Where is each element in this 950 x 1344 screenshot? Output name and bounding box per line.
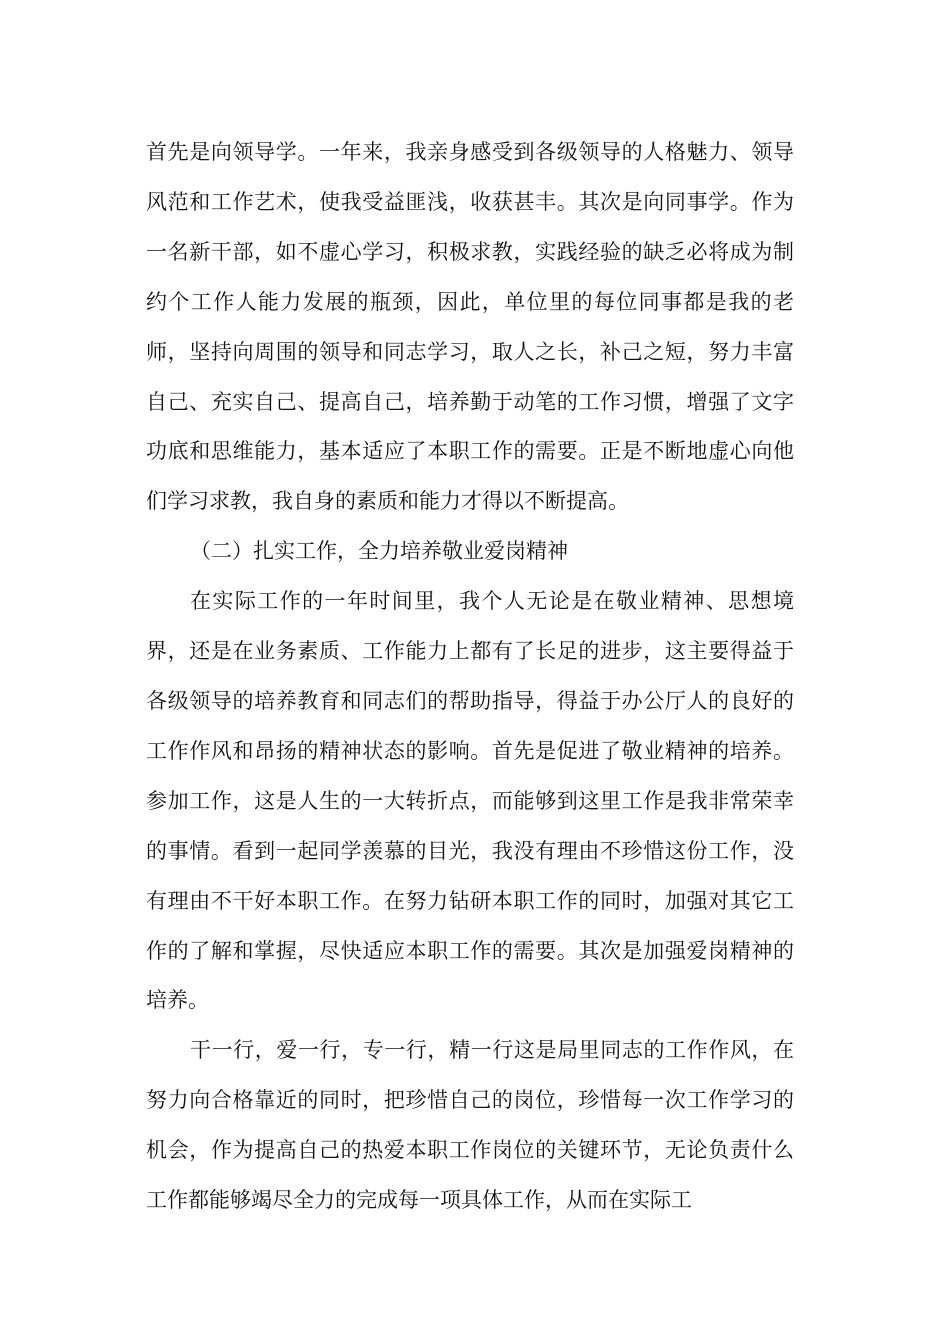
paragraph-work-experience: 在实际工作的一年时间里，我个人无论是在敬业精神、思想境界，还是在业务素质、工作能力上都有了长足的进步，这主要得益于各级领导的培养教育和同志们的帮助指导，得益于办公厅人的良好的工作作风和昂扬的精神状态的影响。首先是促进了敬业精神的培养。参加工作，这是人生的一大转折点，而能够到这里工作是我非常荣幸的事情。看到一起同学羡慕的目光，我没有理由不珍惜这份工作，没有理由不干好本职工作。在努力钻研本职工作的同时，加强对其它工作的了解和掌握，尽快适应本职工作的需要。其次是加强爱岗精神的培养。	[146, 589, 794, 1013]
paragraph-dedication: 干一行，爱一行，专一行，精一行这是局里同志的工作作风，在努力向合格靠近的同时，把珍惜自己的岗位，珍惜每一次工作学习的机会，作为提高自己的热爱本职工作岗位的关键环节，无论负责什么工作都能够竭尽全力的完成每一项具体工作，从而在实际工	[146, 1038, 794, 1213]
section-heading: （二）扎实工作，全力培养敬业爱岗精神	[190, 539, 568, 564]
document-body	[146, 128, 794, 1226]
paragraph-continuation: 首先是向领导学。一年来，我亲身感受到各级领导的人格魅力、领导风范和工作艺术，使我受益匪浅，收获甚丰。其次是向同事学。作为一名新干部，如不虚心学习，积极求教，实践经验的缺乏必将成为制约个工作人能力发展的瓶颈，因此，单位里的每位同事都是我的老师，坚持向周围的领导和同志学习，取人之长，补己之短，努力丰富自己、充实自己、提高自己，培养勤于动笔的工作习惯，增强了文字功底和思维能力，基本适应了本职工作的需要。正是不断地虚心向他们学习求教，我自身的素质和能力才得以不断提高。	[146, 140, 794, 514]
